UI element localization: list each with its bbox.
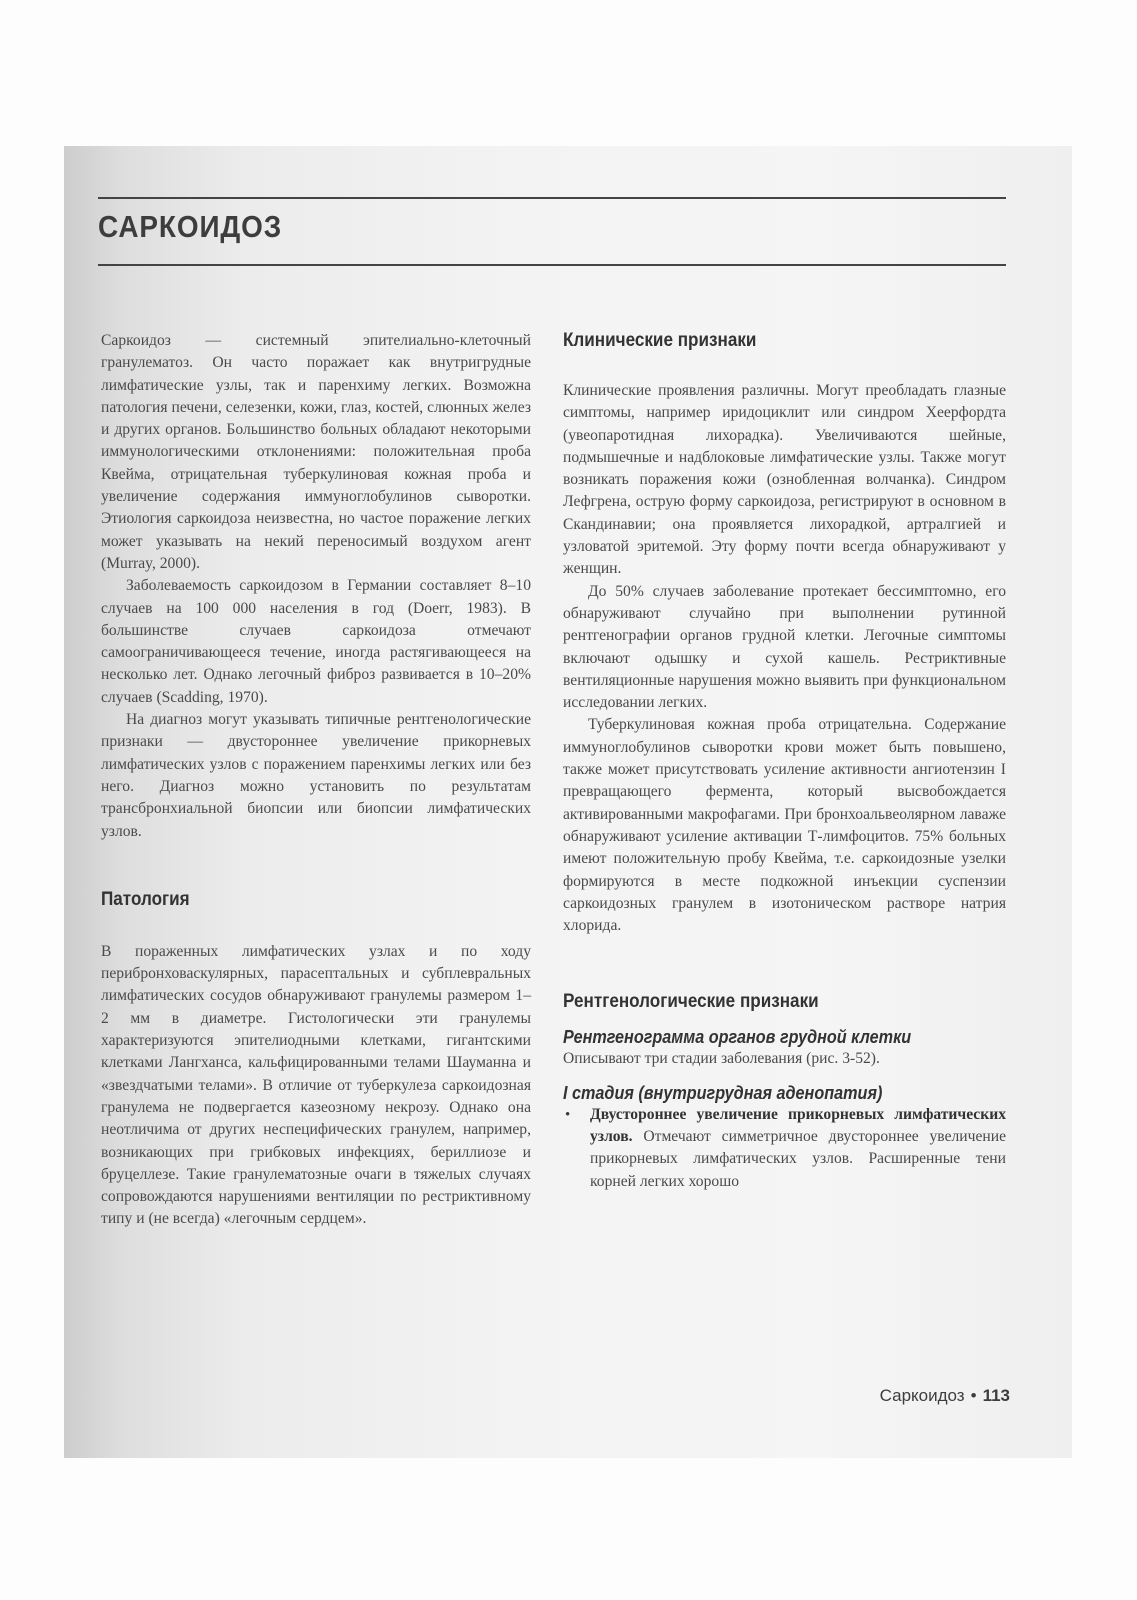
- header-rule-bottom: [98, 264, 1006, 266]
- list-item: [563, 1104, 1006, 1193]
- stage1-bullet-lead: Двустороннее увеличение прикорневых лимфатических узлов.: [590, 1105, 1006, 1146]
- clinical-paragraph-3: Туберкулиновая кожная проба отрицательна. Содержание иммуноглобулинов сыворотки крови может быть повышено, также может присутствовать усиление активности ангиотензин I превращающего фермента, который высвобождается активированными макрофагами. При бронхоальвеолярном лаваже обнаруживают усиление активации Т-лимфоцитов. 75% больных имеют положительную пробу Квейма, т.е. саркоидозные узелки формируются в месте подкожной инъекции суспензии саркоидозных гранулем в изотоническом растворе натрия хлорида.: [563, 716, 1006, 935]
- left-column: [101, 330, 531, 1231]
- clinical-paragraph-1: Клинические проявления различны. Могут преобладать глазные симптомы, например иридоциклит или синдром Хеерфордта (увеопаротидная лихорадка). Увеличиваются шейные, подмышечные и надблоковые лимфатические узлы. Также могут возникать поражения кожи (ознобленная волчанка). Синдром Лефгрена, острую форму саркоидоза, регистрируют в основном в Скандинавии; она проявляется лихорадкой, артралгией и узловатой эритемой. Эту форму почти всегда обнаруживают у женщин.: [563, 382, 1006, 578]
- header-rule-top: [98, 197, 1006, 199]
- footer-bullet: •: [970, 1386, 977, 1405]
- page-number: 113: [982, 1386, 1010, 1405]
- clinical-heading: Клинические признаки: [563, 330, 757, 351]
- stage1-bullet-text: Отмечают симметричное двустороннее увеличение прикорневых лимфатических узлов. Расширенные тени корней легких хорошо: [590, 1128, 1006, 1190]
- xray-paragraph: Описывают три стадии заболевания (рис. 3-52).: [563, 1050, 880, 1068]
- intro-paragraph: Саркоидоз — системный эпителиально-клеточный гранулематоз. Он часто поражает как внутригрудные лимфатические узлы, так и паренхиму легких. Возможна патология печени, селезенки, кожи, глаз, костей, слюнных желез и других органов. Большинство больных обладают некоторыми иммунологическими отклонениями: положительная проба Квейма, отрицательная туберкулиновая кожная проба и увеличение содержания иммуноглобулинов сыворотки. Этиология саркоидоза неизвестна, но частое поражение легких может указывать на некий переносимый воздухом агент (Murray, 2000).: [101, 332, 531, 572]
- pathology-heading: Патология: [101, 888, 190, 910]
- right-column: [563, 330, 1006, 1193]
- page-footer: [880, 1386, 1010, 1406]
- clinical-paragraph-2: До 50% случаев заболевание протекает бессимптомно, его обнаруживают случайно при выполнении рутинной рентгенографии органов грудной клетки. Легочные симптомы включают одышку и сухой кашель. Рестриктивные вентиляционные нарушения можно выявить при функциональном исследовании легких.: [563, 582, 1006, 712]
- running-title: Саркоидоз: [879, 1386, 965, 1405]
- diagnosis-paragraph: На диагноз могут указывать типичные рентгенологические признаки — двустороннее увеличение прикорневых лимфатических узлов с поражением паренхимы легких или без него. Диагноз можно установить по результатам трансбронхиальной биопсии или биопсии лимфатических узлов.: [101, 711, 531, 840]
- radiology-heading: Рентгенологические признаки: [563, 991, 819, 1013]
- stage1-heading: I стадия (внутригрудная аденопатия): [563, 1082, 883, 1103]
- chapter-title: САРКОИДОЗ: [98, 209, 283, 244]
- incidence-paragraph: Заболеваемость саркоидозом в Германии составляет 8–10 случаев на 100 000 населения в год (Doerr, 1983). В большинстве случаев саркоидоза отмечают самоограничивающееся течение, иногда растягивающееся на несколько лет. Однако легочный фиброз развивается в 10–20% случаев (Scadding, 1970).: [101, 577, 531, 706]
- pathology-paragraph: В пораженных лимфатических узлах и по ходу перибронховаскулярных, парасептальных и субплевральных лимфатических сосудов обнаруживают гранулемы размером 1–2 мм в диаметре. Гистологически эти гранулемы характеризуются эпителиодными клетками, гигантскими клетками Лангханса, кальфицированными телами Шауманна и «звездчатыми телами». В отличие от туберкулеза саркоидозная гранулема не подвергается казеозному некрозу. Однако она неотличима от других неспецифических гранулем, например, возникающих при грибковых инфекциях, бериллиозе и бруцеллезе. Такие гранулематозные очаги в тяжелых случаях сопровождаются нарушениями вентиляции по рестриктивному типу и (не всегда) «легочным сердцем».: [101, 942, 531, 1228]
- stage1-list: [563, 1104, 1006, 1193]
- xray-heading: Рентгенограмма органов грудной клетки: [563, 1027, 912, 1048]
